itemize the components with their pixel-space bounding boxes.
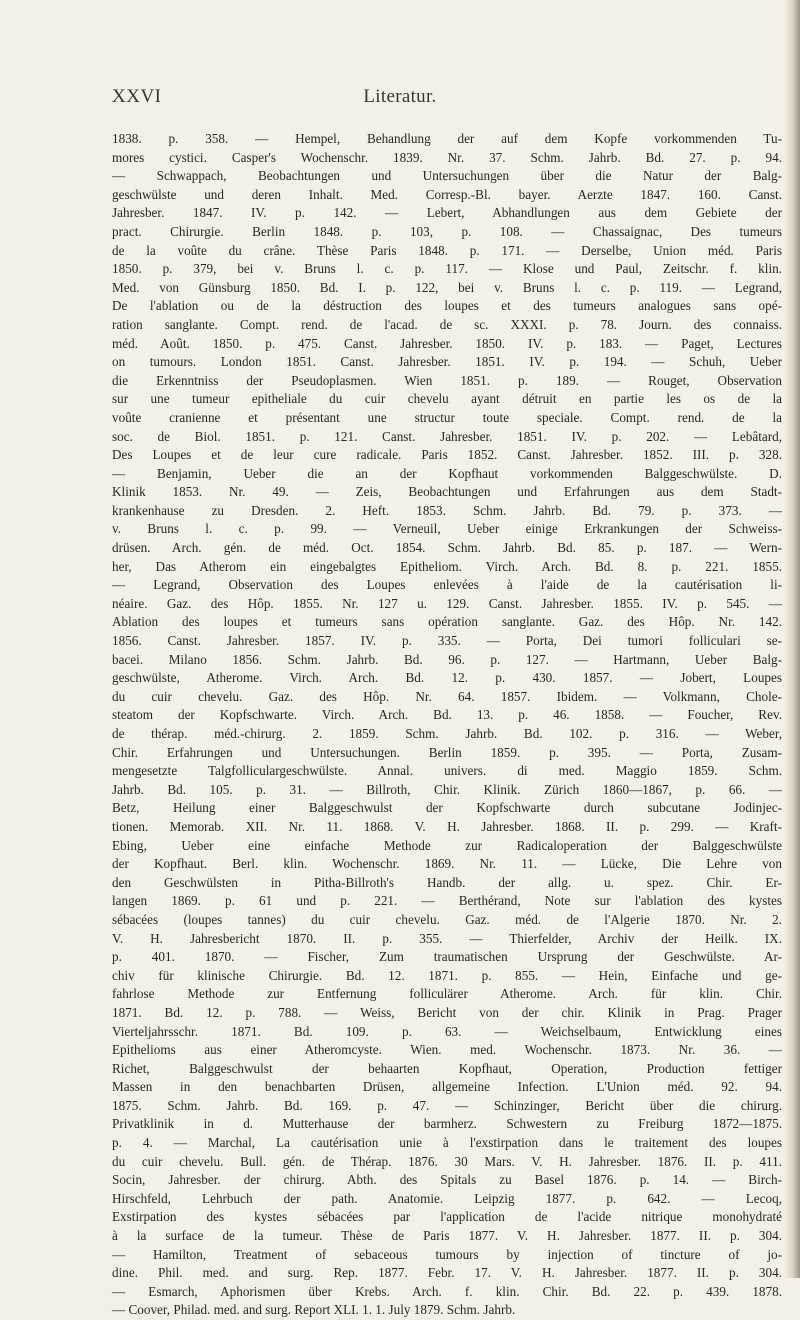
text-line: du cuir chevelu. Bull. gén. de Thérap. 1876. 30 Mars. V. H. Jahresber. 1876. II. p. 411.	[112, 1153, 782, 1169]
text-line: — Esmarch, Aphorismen über Krebs. Arch. f. klin. Chir. Bd. 22. p. 439. 1878.	[112, 1283, 782, 1299]
text-line: 1850. p. 379, bei v. Bruns l. c. p. 117. — Klose und Paul, Zeitschr. f. klin.	[112, 261, 782, 277]
text-line: p. 4. — Marchal, La cautérisation unie à l'exstirpation dans le traitement des loupes	[112, 1135, 782, 1151]
text-line: on tumours. London 1851. Canst. Jahresber. 1851. IV. p. 194. — Schuh, Ueber	[112, 354, 782, 370]
text-line: Privatklinik in d. Mutterhause der barmherz. Schwestern zu Freiburg 1872—1875.	[112, 1116, 782, 1132]
text-line: Socin, Jahresber. der chirurg. Abth. des Spitals zu Basel 1876. p. 14. — Birch-	[112, 1172, 782, 1188]
text-line: De l'ablation ou de la déstruction des loupes et des tumeurs analogues sans opé-	[112, 298, 782, 314]
text-line: néaire. Gaz. des Hôp. 1855. Nr. 127 u. 129. Canst. Jahresber. 1855. IV. p. 545. —	[112, 595, 782, 611]
text-line: 1838. p. 358. — Hempel, Behandlung der auf dem Kopfe vorkommenden Tu-	[112, 131, 782, 146]
text-line: ration sanglante. Compt. rend. de l'acad. de sc. XXXI. p. 78. Journ. des connaiss.	[112, 316, 782, 332]
text-line: Jahresber. 1847. IV. p. 142. — Lebert, Abhandlungen aus dem Gebiete der	[112, 205, 782, 221]
text-line: v. Bruns l. c. p. 99. — Verneuil, Ueber einige Erkrankungen der Schweiss-	[112, 521, 782, 537]
text-line: à la surface de la tumeur. Thèse de Paris 1877. V. H. Jahresber. 1877. II. p. 304.	[112, 1228, 782, 1244]
text-line: 1856. Canst. Jahresber. 1857. IV. p. 335. — Porta, Dei tumori folliculari se-	[112, 633, 782, 649]
text-line: dine. Phil. med. and surg. Rep. 1877. Febr. 17. V. H. Jahresber. 1877. II. p. 304.	[112, 1265, 782, 1281]
text-line: sur une tumeur epitheliale du cuir chevelu ayant détruit en partie les os de la	[112, 391, 782, 407]
bibliography-text	[112, 130, 782, 1320]
text-line: der Kopfhaut. Berl. klin. Wochenschr. 1869. Nr. 11. — Lücke, Die Lehre von	[112, 856, 782, 872]
text-line: langen 1869. p. 61 und p. 221. — Berthérand, Note sur l'ablation des kystes	[112, 893, 782, 909]
text-line: bacei. Milano 1856. Schm. Jahrb. Bd. 96. p. 127. — Hartmann, Ueber Balg-	[112, 651, 782, 667]
text-line: geschwülste, Atherome. Virch. Arch. Bd. 12. p. 430. 1857. — Jobert, Loupes	[112, 670, 782, 686]
text-line: Vierteljahrsschr. 1871. Bd. 109. p. 63. — Weichselbaum, Entwicklung eines	[112, 1023, 782, 1039]
text-line: pract. Chirurgie. Berlin 1848. p. 103, p. 108. — Chassaignac, Des tumeurs	[112, 223, 782, 239]
text-line: tionen. Memorab. XII. Nr. 11. 1868. V. H. Jahresber. 1868. II. p. 299. — Kraft-	[112, 818, 782, 834]
text-line: de thérap. méd.-chirurg. 2. 1859. Schm. Jahrb. Bd. 102. p. 316. — Weber,	[112, 726, 782, 741]
text-line: soc. de Biol. 1851. p. 121. Canst. Jahresber. 1851. IV. p. 202. — Lebâtard,	[112, 428, 782, 444]
text-line: — Schwappach, Beobachtungen und Untersuchungen über die Natur der Balg-	[112, 168, 782, 184]
text-line: — Benjamin, Ueber die an der Kopfhaut vorkommenden Balggeschwülste. D.	[112, 465, 782, 481]
text-line: p. 401. 1870. — Fischer, Zum traumatischen Ursprung der Geschwülste. Ar-	[112, 949, 782, 965]
text-line: fahrlose Methode zur Entfernung folliculärer Atherome. Arch. für klin. Chir.	[112, 986, 782, 1002]
text-line: 1871. Bd. 12. p. 788. — Weiss, Bericht von der chir. Klinik in Prag. Prager	[112, 1004, 782, 1020]
text-line: Klinik 1853. Nr. 49. — Zeis, Beobachtungen und Erfahrungen aus dem Stadt-	[112, 484, 782, 500]
text-line: méd. Août. 1850. p. 475. Canst. Jahresber. 1850. IV. p. 183. — Paget, Lectures	[112, 335, 782, 351]
text-line: her, Das Atherom ein eingebalgtes Epitheliom. Virch. Arch. Bd. 8. p. 221. 1855.	[112, 558, 782, 574]
text-line: 1875. Schm. Jahrb. Bd. 169. p. 47. — Schinzinger, Bericht über die chirurg.	[112, 1097, 782, 1113]
text-line: krankenhause zu Dresden. 2. Heft. 1853. Schm. Jahrb. Bd. 79. p. 373. —	[112, 502, 782, 518]
page-header	[0, 86, 800, 114]
text-line: Massen in den benachbarten Drüsen, allgemeine Infection. L'Union méd. 92. 94.	[112, 1079, 782, 1095]
text-line: chiv für klinische Chirurgie. Bd. 12. 1871. p. 855. — Hein, Einfache und ge-	[112, 967, 782, 983]
text-line: Epithelioms aus einer Atheromcyste. Wien. med. Wochenschr. 1873. Nr. 36. —	[112, 1042, 782, 1058]
running-head: Literatur.	[363, 86, 437, 107]
page-number: XXVI	[112, 86, 162, 107]
text-line: — Coover, Philad. med. and surg. Report XLI. 1. 1. July 1879. Schm. Jahrb.	[112, 1302, 516, 1318]
text-line: Richet, Balggeschwulst der behaarten Kopfhaut, Operation, Production fettiger	[112, 1060, 782, 1076]
text-line: Des Loupes et de leur cure radicale. Paris 1852. Canst. Jahresber. 1852. III. p. 328.	[112, 447, 782, 463]
text-line: sébacées (loupes tannes) du cuir chevelu. Gaz. méd. de l'Algerie 1870. Nr. 2.	[112, 911, 782, 927]
text-line: Exstirpation des kystes sébacées par l'application de l'acide nitrique monohydraté	[112, 1209, 782, 1225]
text-line: die Erkenntniss der Pseudoplasmen. Wien 1851. p. 189. — Rouget, Observation	[112, 372, 782, 388]
text-line: Jahrb. Bd. 105. p. 31. — Billroth, Chir. Klinik. Zürich 1860—1867, p. 66. —	[112, 781, 782, 797]
text-line: — Hamilton, Treatment of sebaceous tumours by injection of tincture of jo-	[112, 1246, 782, 1262]
text-line: mengesetzte Talgfolliculargeschwülste. Annal. univers. di med. Maggio 1859. Schm.	[112, 763, 782, 779]
text-line: Ebing, Ueber eine einfache Methode zur Radicaloperation der Balggeschwülste	[112, 837, 782, 853]
text-line: Hirschfeld, Lehrbuch der path. Anatomie. Leipzig 1877. p. 642. — Lecoq,	[112, 1190, 782, 1206]
text-line: Betz, Heilung einer Balggeschwulst der Kopfschwarte durch subcutane Jodinjec-	[112, 800, 782, 816]
page-binding-edge	[784, 0, 800, 1278]
text-line: drüsen. Arch. gén. de méd. Oct. 1854. Schm. Jahrb. Bd. 85. p. 187. — Wern-	[112, 540, 782, 556]
text-line: den Geschwülsten in Pitha-Billroth's Handb. der allg. u. spez. Chir. Er-	[112, 874, 782, 890]
text-line: voûte cranienne et présentant une structur toute speciale. Compt. rend. de la	[112, 409, 782, 425]
text-line: Ablation des loupes et tumeurs sans opération sanglante. Gaz. des Hôp. Nr. 142.	[112, 614, 782, 630]
text-line: Chir. Erfahrungen und Untersuchungen. Berlin 1859. p. 395. — Porta, Zusam-	[112, 744, 782, 760]
text-line: steatom der Kopfschwarte. Virch. Arch. Bd. 13. p. 46. 1858. — Foucher, Rev.	[112, 707, 782, 723]
text-line: V. H. Jahresbericht 1870. II. p. 355. — Thierfelder, Archiv der Heilk. IX.	[112, 930, 782, 946]
text-line: geschwülste und deren Inhalt. Med. Corresp.-Bl. bayer. Aerzte 1847. 160. Canst.	[112, 186, 782, 202]
text-line: Med. von Günsburg 1850. Bd. I. p. 122, bei v. Bruns l. c. p. 119. — Legrand,	[112, 279, 782, 295]
text-line: mores cystici. Casper's Wochenschr. 1839. Nr. 37. Schm. Jahrb. Bd. 27. p. 94.	[112, 149, 782, 165]
text-line: du cuir chevelu. Gaz. des Hôp. Nr. 64. 1857. Ibidem. — Volkmann, Chole-	[112, 688, 782, 704]
text-line: de la voûte du crâne. Thèse Paris 1848. p. 171. — Derselbe, Union méd. Paris	[112, 242, 782, 258]
text-line: — Legrand, Observation des Loupes enlevées à l'aide de la cautérisation li-	[112, 577, 782, 593]
